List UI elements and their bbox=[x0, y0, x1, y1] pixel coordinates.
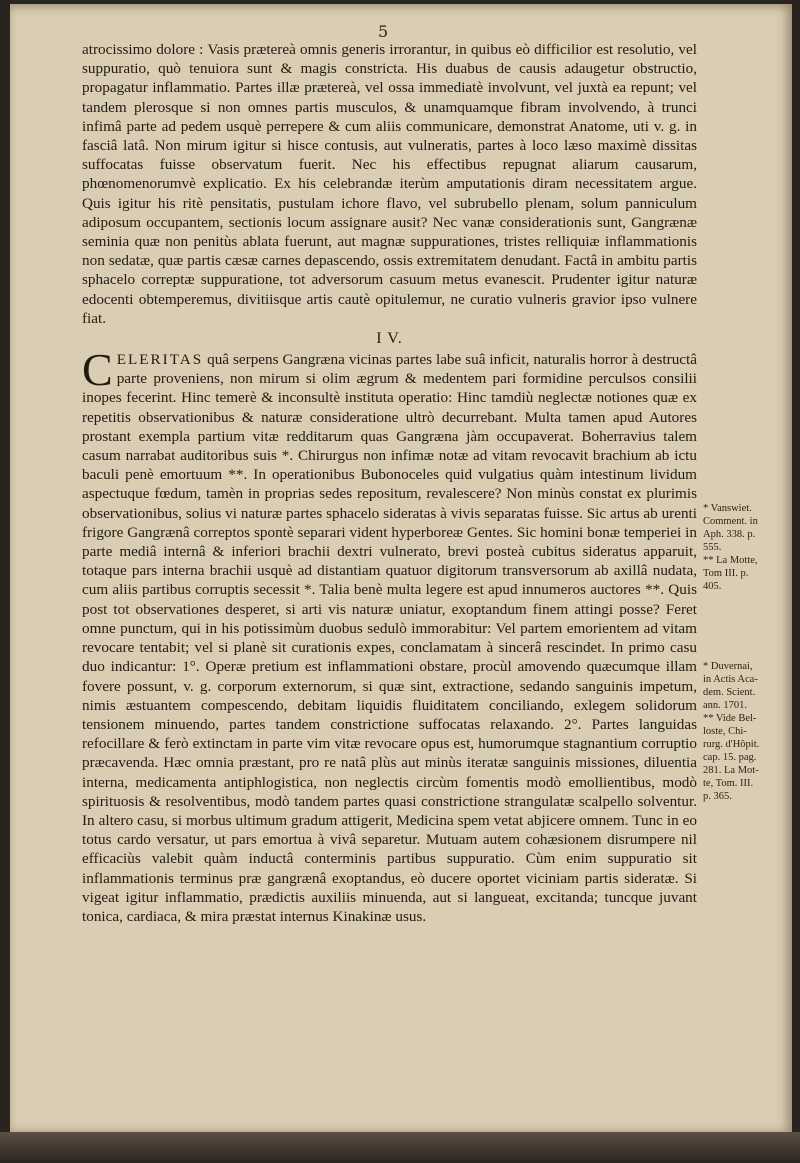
margin-note-line: dem. Scient. bbox=[703, 687, 756, 698]
margin-note-line: * Duvernai, bbox=[703, 661, 753, 672]
margin-note-line: p. 365. bbox=[703, 791, 732, 802]
margin-note-line: loste, Chi- bbox=[703, 726, 747, 737]
opening-word: ELERITAS bbox=[116, 351, 204, 369]
margin-note-line: cap. 15. pag. bbox=[703, 752, 757, 763]
margin-note-line: Aph. 338. p. bbox=[703, 529, 756, 540]
margin-note-line: Tom III. p. bbox=[703, 568, 749, 579]
margin-note-line: 405. bbox=[703, 581, 722, 592]
margin-note-line: in Actis Aca- bbox=[703, 674, 758, 685]
drop-cap-letter: C bbox=[82, 344, 113, 396]
margin-note-line: * Vanswiet. bbox=[703, 503, 752, 514]
margin-note-line: te, Tom. III. bbox=[703, 778, 754, 789]
margin-note-line: ** La Motte, bbox=[703, 555, 758, 566]
margin-note-line: rurg. d'Hôpit. bbox=[703, 739, 760, 750]
paragraph-main-text: quâ serpens Gangræna vicinas partes labe suâ inficit, naturalis horror à destructâ parte proveniens, non mirum si olim ægrum & medentem pari formidine perculsos consilii inopes fecerint. Hinc temerè & inconsultè instituta operatio: Hinc tamdiù neglectæ notiones quæ ex repetitis observationibus & naturæ consideratione ultrò decurrebant. Multa tamen apud Autores prostant exempla partium vitæ redditarum quas Gangræna jàm occupaverat. Boherravius talem casum narrabat auditoribus suis *. Chirurgus non infimæ notæ ad vitam revocavit brachium ab ictu baculi penè emortuum **. In operationibus Bubonoceles quid vulgatius quàm intestinum lividum aspectuque fœdum, tamèn in proprias sedes repositum, revalescere? Non minùs constat ex plurimis observationibus, solius vi naturæ partes sphacelo sideratas à vivis separatas fuisse. Sic artus ab urenti frigore Gangrænâ correptos spontè separari vident hyperboreæ Gentes. Sic homini bonæ temperiei in parte mediâ internâ & inferiori brachii dextri vulnerato, brevi posteà cubitus sideratus apparuit, totaque pars interna brachii usquè ad distantiam quatuor digitorum transversorum ab axillâ nudata, cum aliis partibus corruptis secessit *. Talia benè multa legere est apud innumeros auctores **. Quis post tot observationes desperet, si arti vis naturæ uniatur, exoptandum finem attingi posse? Feret omne punctum, qui in his potissimùm duobus sedulò immorabitur: Vel partem emorientem ad vitam revocare tentabit; vel si planè sit curationis expes, conclamatam à sincerâ rescindet. In primo casu duo indicantur: 1°. Operæ pretium est inflammationi obstare, procùl amovendo quæcumque illam fovere possunt, v. g. corporum externorum, si quæ sint, extractione, sedando sanguinis impetum, nimis æstuantem compescendo, debitam liquidis fluiditatem conciliando, exlegem solidorum tensionem minuendo, partes tandem constrictione suffocatas relaxando. 2°. Partes languidas refocillare & ferò extinctam in parte vim vitæ revocare opus est, humorumque stagnantium corruptio præcavenda. Hæc omnia præstant, pro re natâ plùs aut minùs iteratæ sanguinis missiones, diluentia interna, medicamenta antiphlogistica, non neglectis circùm fomentis modò emollientibus, modò spirituosis & resolventibus, modò tandem partes quasi constrictione strangulatæ scalpello solventur. In altero casu, si morbus ultimum gradum attigerit, Medicina spem vetat abjicere omnem. Tunc in eo totus cardo versatur, ut pars emortua à vivâ separetur. Mutuam autem cohæsionem disrumpere nil efficaciùs valebit quàm inductâ conterminis partibus suppuratio. Cùm enim suppuratio sit inflammationis terminus præ gangrænâ exoptandus, eò ducere oportet viciniam partis sideratæ. Si vigeat igitur inflammatio, prædictis auxiliis minuenda, aut si langueat, excitanda; tuncque juvant tonica, cardiaca, & mira præstat internus Kinakinæ usus. bbox=[82, 351, 697, 925]
margin-notes-second bbox=[703, 660, 788, 803]
margin-note-line: 281. La Mot- bbox=[703, 765, 759, 776]
paragraph-top: atrocissimo dolore : Vasis prætereà omnis generis irrorantur, in quibus eò difficilior est resolutio, vel suppuratio, quò tenuiora sunt & magis constricta. His duabus de causis adaugetur obstructio, propagatur inflammatio. Partes illæ prætereà, vel ossa immediatè involvunt, vel juxtà ea repunt; vel tandem plerosque si non omnes partis musculos, & unamquamque fibram involvendo, à trunci infimâ parte ad pedem usquè perrepere & cum aliis communicare, demonstrat Anatome, uti v. g. in fasciâ latâ. Non mirum igitur si hisce contusis, aut vulneratis, partes à loco læso maximè dissitas suffocatas fuisse observatum fuerit. Nec his effectibus repugnat aliarum causarum, phœnomenorumvè explicatio. Ex his celebrandæ iterùm amputationis diram necessitatem argue. Quis igitur his ritè pensitatis, pustulam ichore flavo, vel subrubello plenam, solum panniculum adiposum occupantem, sectionis locum assignare ausit? Nec vanæ considerationis sunt, Gangrænæ seminia quæ non penitùs ablata fuerunt, aut magnæ suppurationes, tristes relliquiæ inflammationis non sedatæ, quæ partis cæsæ carnes depascendo, ossis extremitatem denudant. Factâ in ambitu partis sphacelo correptæ suppuratione, tot adversorum casuum metus evanescit. Prudenter igitur naturæ edocenti obtemperemus, divitiisque artis cautè opitulemur, ne curatio vulneris gravior ipso vulnere fiat. bbox=[82, 41, 697, 327]
paragraph-main bbox=[82, 344, 697, 926]
section-heading: I V. bbox=[376, 330, 403, 348]
margin-note-line: 555. bbox=[703, 542, 722, 553]
margin-note-line: ** Vide Bel- bbox=[703, 713, 757, 724]
margin-notes-first bbox=[703, 502, 788, 593]
margin-note-line: Comment. in bbox=[703, 516, 758, 527]
main-text-column bbox=[82, 40, 697, 926]
margin-note-line: ann. 1701. bbox=[703, 700, 748, 711]
page-number: 5 bbox=[378, 22, 389, 41]
page-bottom-edge bbox=[0, 1132, 800, 1163]
